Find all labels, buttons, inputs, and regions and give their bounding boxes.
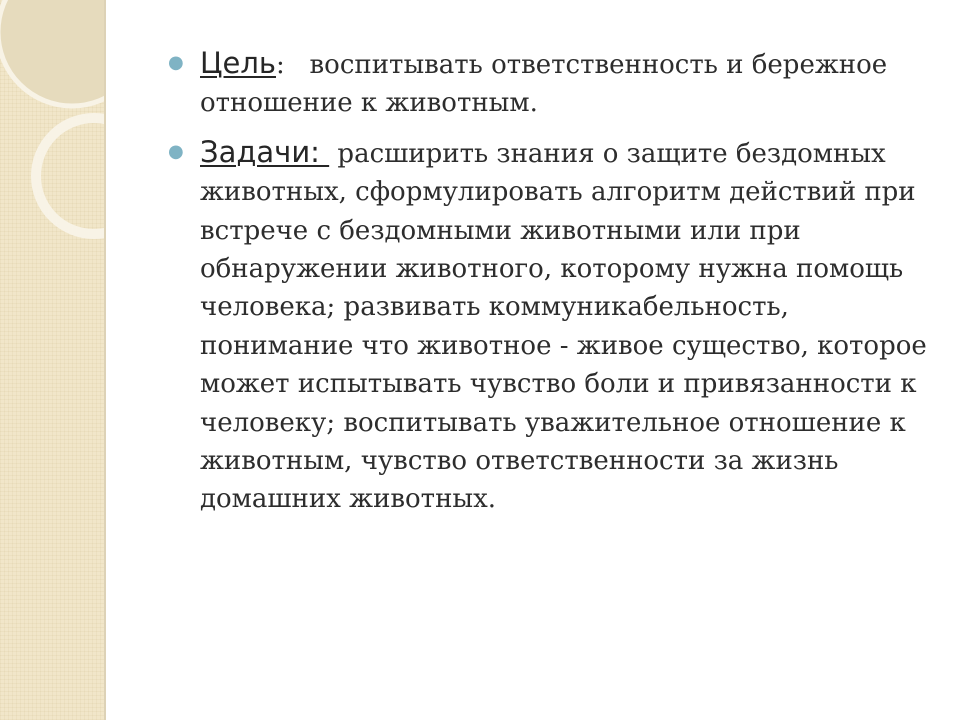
tasks-item [166,133,936,519]
bullet-icon: ● [168,52,184,73]
panel-border [104,0,106,720]
decorative-ring [36,118,106,234]
decorative-circles [0,0,106,720]
tasks-label: Задачи: [200,134,330,169]
goal-separator: : [275,50,310,80]
decorative-circle-large [0,0,106,106]
bullet-icon: ● [168,140,184,162]
decorative-side-panel [0,0,106,720]
tasks-text: расширить знания о защите бездомных животных, сформулировать алгоритм действий при встрече с бездомными животными или при обнаружении животного, которому нужна помощь человека; развивать коммуникабельность, понимание что животное - живое существо, которое может испытывать чувство боли и привязанности к человеку; воспитывать уважительное отношение к животным, чувство ответственности за жизнь домашних животных. [200,138,927,515]
slide-content [166,44,936,529]
goal-text: воспитывать ответственность и бережное отношение к животным. [200,50,888,119]
goal-item [166,44,936,123]
goal-label: Цель [200,46,276,80]
